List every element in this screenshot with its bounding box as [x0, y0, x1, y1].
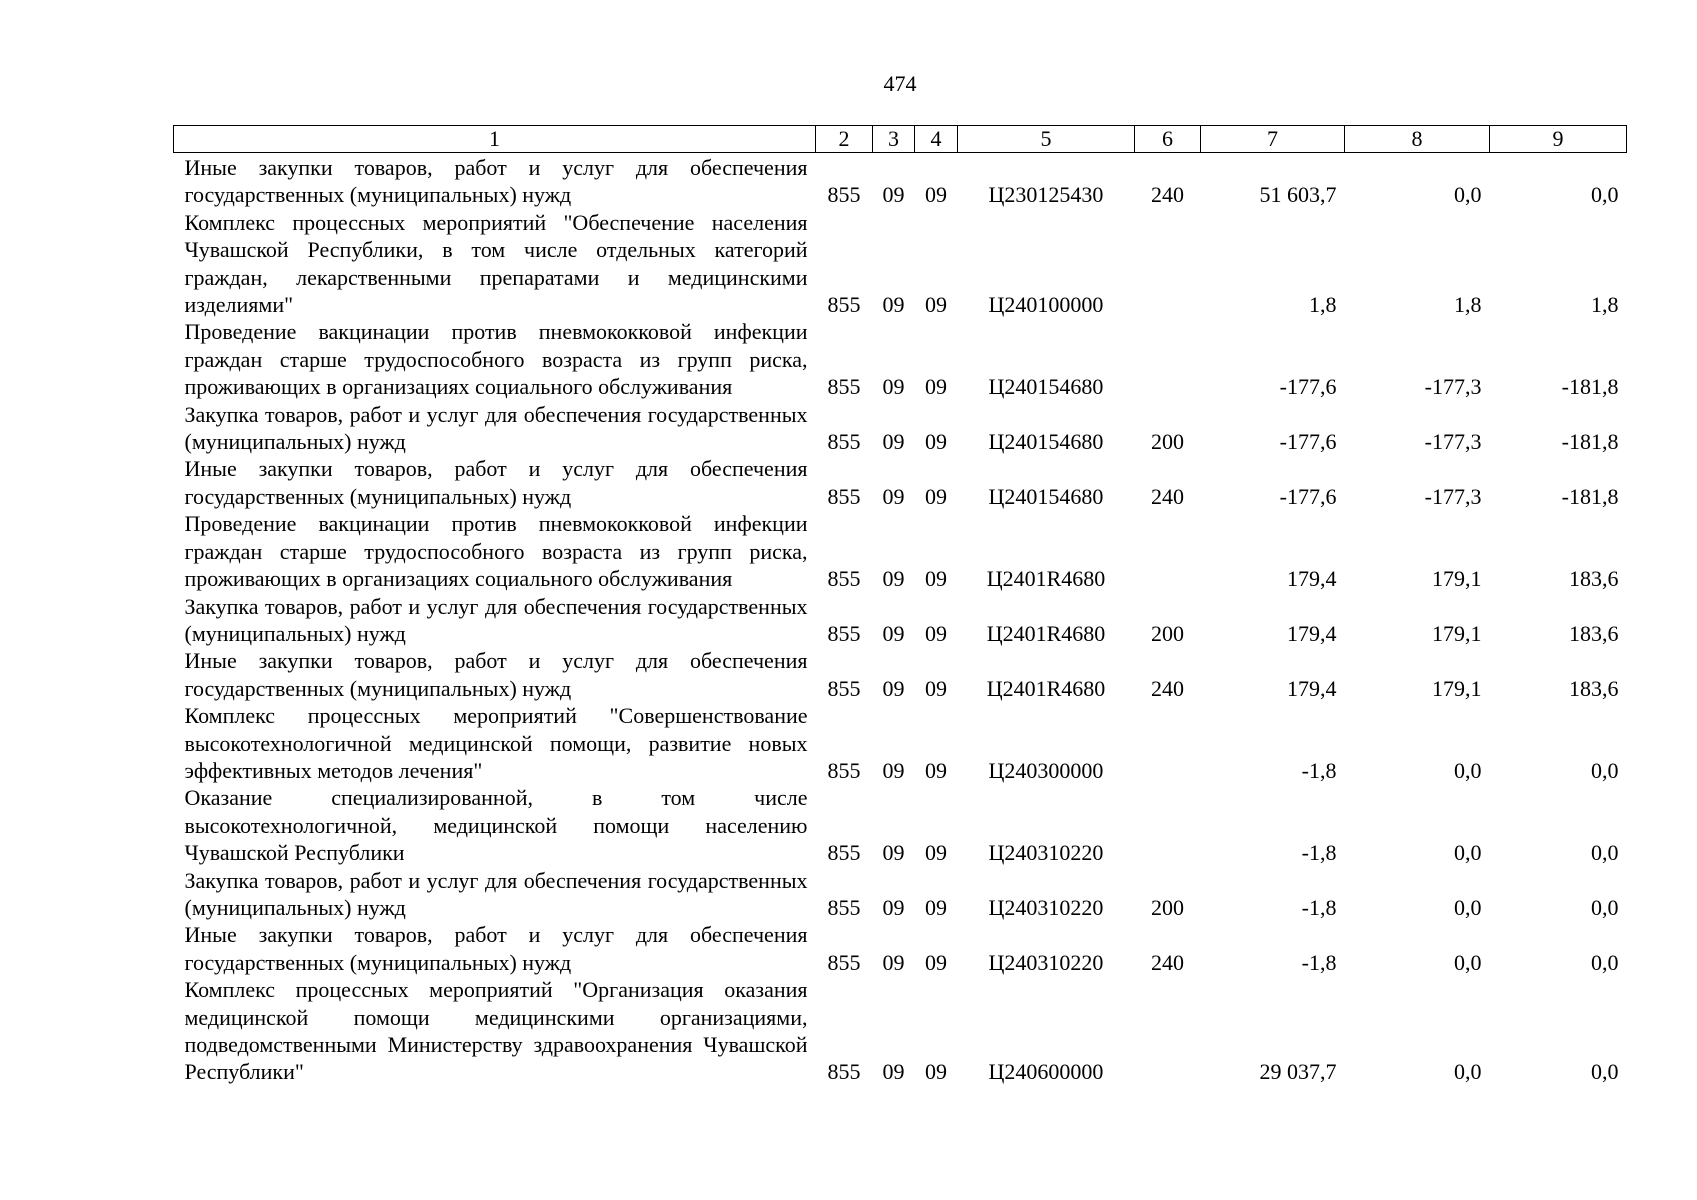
header-col-1: 1: [174, 126, 816, 153]
row-amount-col-9: 0,0: [1591, 840, 1619, 866]
row-ministry-code: 855: [827, 894, 861, 920]
table-body: [174, 153, 1627, 1086]
budget-table: [173, 125, 1627, 1086]
row-amount-col-8: 179,1: [1432, 566, 1482, 592]
row-description: Комплекс процессных мероприятий "Совершенствование высокотехнологичной медицинской помощи, развитие новых эффективных методов лечения": [184, 703, 808, 783]
row-target-article: Ц240154680: [988, 374, 1104, 400]
header-col-8: 8: [1345, 126, 1490, 153]
row-expense-type: 240: [1151, 675, 1184, 701]
row-amount-col-8: 0,0: [1454, 840, 1482, 866]
row-amount-col-7: 1,8: [1309, 292, 1337, 318]
row-ministry-code: 855: [827, 675, 861, 701]
row-expense-type: 240: [1151, 949, 1184, 975]
row-description: Комплекс процессных мероприятий "Организация оказания медицинской помощи медицинскими организациями, подведомственными Министерству здравоохранения Чувашской Республики": [184, 977, 808, 1085]
row-amount-col-7: 179,4: [1287, 566, 1337, 592]
row-ministry-code: 855: [827, 182, 861, 208]
row-amount-col-9: 0,0: [1591, 1059, 1619, 1085]
row-section-code: 09: [882, 374, 905, 400]
row-amount-col-7: -1,8: [1301, 840, 1337, 866]
table-row: [174, 867, 1627, 922]
row-subsection-code: 09: [925, 374, 947, 400]
table-row: [174, 647, 1627, 702]
row-subsection-code: 09: [925, 429, 947, 455]
row-target-article: Ц240310220: [988, 894, 1104, 920]
row-expense-type: 200: [1151, 894, 1184, 920]
row-amount-col-8: 179,1: [1432, 620, 1482, 646]
row-amount-col-7: 51 603,7: [1259, 182, 1337, 208]
row-subsection-code: 09: [925, 292, 947, 318]
row-section-code: 09: [882, 949, 905, 975]
row-amount-col-7: 29 037,7: [1259, 1059, 1337, 1085]
row-expense-type: 240: [1151, 182, 1184, 208]
table-row: [174, 510, 1627, 592]
row-ministry-code: 855: [827, 483, 861, 509]
row-section-code: 09: [882, 620, 905, 646]
table-row: [174, 318, 1627, 400]
row-amount-col-7: -177,6: [1279, 483, 1337, 509]
row-ministry-code: 855: [827, 429, 861, 455]
row-amount-col-9: 0,0: [1591, 894, 1619, 920]
row-amount-col-9: 183,6: [1569, 620, 1619, 646]
row-target-article: Ц240154680: [988, 483, 1104, 509]
row-expense-type: [1135, 318, 1201, 400]
header-col-6: 6: [1135, 126, 1201, 153]
row-amount-col-7: -177,6: [1279, 374, 1337, 400]
row-amount-col-7: -1,8: [1301, 894, 1337, 920]
row-amount-col-8: 0,0: [1454, 182, 1482, 208]
row-amount-col-8: 179,1: [1432, 675, 1482, 701]
row-description: Закупка товаров, работ и услуг для обеспечения государственных (муниципальных) нужд: [184, 593, 808, 646]
header-col-7: 7: [1201, 126, 1345, 153]
row-target-article: Ц240600000: [988, 1059, 1104, 1085]
row-ministry-code: 855: [827, 1059, 861, 1085]
row-description: Проведение вакцинации против пневмококковой инфекции граждан старше трудоспособного возраста из групп риска, проживающих в организациях социального обслуживания: [184, 319, 808, 400]
row-ministry-code: 855: [827, 292, 861, 318]
table-row: [174, 976, 1627, 1086]
row-description: Иные закупки товаров, работ и услуг для обеспечения государственных (муниципальных) нужд: [184, 456, 808, 509]
row-target-article: Ц240300000: [988, 757, 1104, 783]
page-number: 474: [883, 71, 917, 96]
row-target-article: Ц2401R4680: [986, 620, 1106, 646]
row-expense-type: [1135, 976, 1201, 1086]
row-amount-col-7: 179,4: [1287, 675, 1337, 701]
row-amount-col-8: -177,3: [1424, 483, 1482, 509]
row-amount-col-9: 0,0: [1591, 182, 1619, 208]
row-amount-col-9: -181,8: [1561, 483, 1619, 509]
row-expense-type: 200: [1151, 620, 1184, 646]
row-description: Иные закупки товаров, работ и услуг для обеспечения государственных (муниципальных) нужд: [184, 155, 808, 208]
header-col-2: 2: [816, 126, 873, 153]
row-target-article: Ц240100000: [988, 292, 1104, 318]
row-section-code: 09: [882, 566, 905, 592]
row-description: Проведение вакцинации против пневмококковой инфекции граждан старше трудоспособного возраста из групп риска, проживающих в организациях социального обслуживания: [184, 511, 808, 592]
row-amount-col-8: -177,3: [1424, 374, 1482, 400]
row-amount-col-9: -181,8: [1561, 429, 1619, 455]
header-row: [174, 126, 1627, 153]
row-description: Закупка товаров, работ и услуг для обеспечения государственных (муниципальных) нужд: [184, 401, 808, 455]
row-amount-col-9: -181,8: [1561, 374, 1619, 400]
row-target-article: Ц2401R4680: [986, 566, 1106, 592]
row-ministry-code: 855: [827, 949, 861, 975]
row-amount-col-7: -1,8: [1301, 949, 1337, 975]
row-section-code: 09: [882, 429, 905, 455]
row-amount-col-7: 179,4: [1287, 620, 1337, 646]
table-row: [174, 153, 1627, 209]
header-col-9: 9: [1490, 126, 1627, 153]
row-description: Иные закупки товаров, работ и услуг для обеспечения государственных (муниципальных) нужд: [184, 922, 808, 975]
row-expense-type: [1135, 510, 1201, 592]
row-target-article: Ц240154680: [988, 429, 1104, 455]
row-subsection-code: 09: [925, 894, 947, 920]
row-subsection-code: 09: [925, 1059, 947, 1085]
row-amount-col-8: -177,3: [1424, 429, 1482, 455]
row-amount-col-8: 1,8: [1454, 292, 1482, 318]
row-target-article: Ц230125430: [988, 182, 1104, 208]
row-section-code: 09: [882, 894, 905, 920]
row-section-code: 09: [882, 840, 905, 866]
row-amount-col-9: 1,8: [1591, 292, 1619, 318]
row-subsection-code: 09: [925, 840, 947, 866]
table-row: [174, 401, 1627, 456]
row-amount-col-8: 0,0: [1454, 894, 1482, 920]
row-section-code: 09: [882, 1059, 905, 1085]
row-subsection-code: 09: [925, 566, 947, 592]
header-col-3: 3: [873, 126, 915, 153]
table-row: [174, 784, 1627, 866]
row-section-code: 09: [882, 292, 905, 318]
row-amount-col-8: 0,0: [1454, 1059, 1482, 1085]
row-expense-type: [1135, 209, 1201, 319]
row-subsection-code: 09: [925, 483, 947, 509]
row-description: Иные закупки товаров, работ и услуг для обеспечения государственных (муниципальных) нужд: [184, 648, 808, 701]
row-section-code: 09: [882, 675, 905, 701]
table-row: [174, 921, 1627, 976]
row-amount-col-7: -177,6: [1279, 429, 1337, 455]
row-amount-col-9: 0,0: [1591, 949, 1619, 975]
row-description: Комплекс процессных мероприятий "Обеспечение населения Чувашской Республики, в том числе отдельных категорий граждан, лекарственными препаратами и медицинскими изделиями": [184, 209, 808, 318]
row-section-code: 09: [882, 757, 905, 783]
row-expense-type: [1135, 702, 1201, 784]
row-ministry-code: 855: [827, 620, 861, 646]
row-target-article: Ц2401R4680: [986, 675, 1106, 701]
header-col-5: 5: [958, 126, 1135, 153]
row-amount-col-8: 0,0: [1454, 757, 1482, 783]
row-target-article: Ц240310220: [988, 949, 1104, 975]
table-row: [174, 702, 1627, 784]
table-row: [174, 209, 1627, 319]
row-amount-col-9: 0,0: [1591, 757, 1619, 783]
row-description: Оказание специализированной, в том числе высокотехнологичной, медицинской помощи населению Чувашской Республики: [184, 785, 808, 866]
row-ministry-code: 855: [827, 566, 861, 592]
row-expense-type: 200: [1151, 429, 1184, 455]
row-subsection-code: 09: [925, 675, 947, 701]
row-subsection-code: 09: [925, 620, 947, 646]
row-expense-type: [1135, 784, 1201, 866]
row-ministry-code: 855: [827, 840, 861, 866]
row-amount-col-8: 0,0: [1454, 949, 1482, 975]
row-target-article: Ц240310220: [988, 840, 1104, 866]
row-section-code: 09: [882, 182, 905, 208]
table-row: [174, 593, 1627, 648]
table-header: [174, 126, 1627, 153]
header-col-4: 4: [915, 126, 958, 153]
row-ministry-code: 855: [827, 374, 861, 400]
row-section-code: 09: [882, 483, 905, 509]
table-row: [174, 455, 1627, 510]
row-subsection-code: 09: [925, 949, 947, 975]
row-amount-col-9: 183,6: [1569, 566, 1619, 592]
row-subsection-code: 09: [925, 182, 947, 208]
row-amount-col-7: -1,8: [1301, 757, 1337, 783]
row-expense-type: 240: [1151, 483, 1184, 509]
row-subsection-code: 09: [925, 757, 947, 783]
row-description: Закупка товаров, работ и услуг для обеспечения государственных (муниципальных) нужд: [184, 867, 808, 920]
row-ministry-code: 855: [827, 757, 861, 783]
row-amount-col-9: 183,6: [1569, 675, 1619, 701]
